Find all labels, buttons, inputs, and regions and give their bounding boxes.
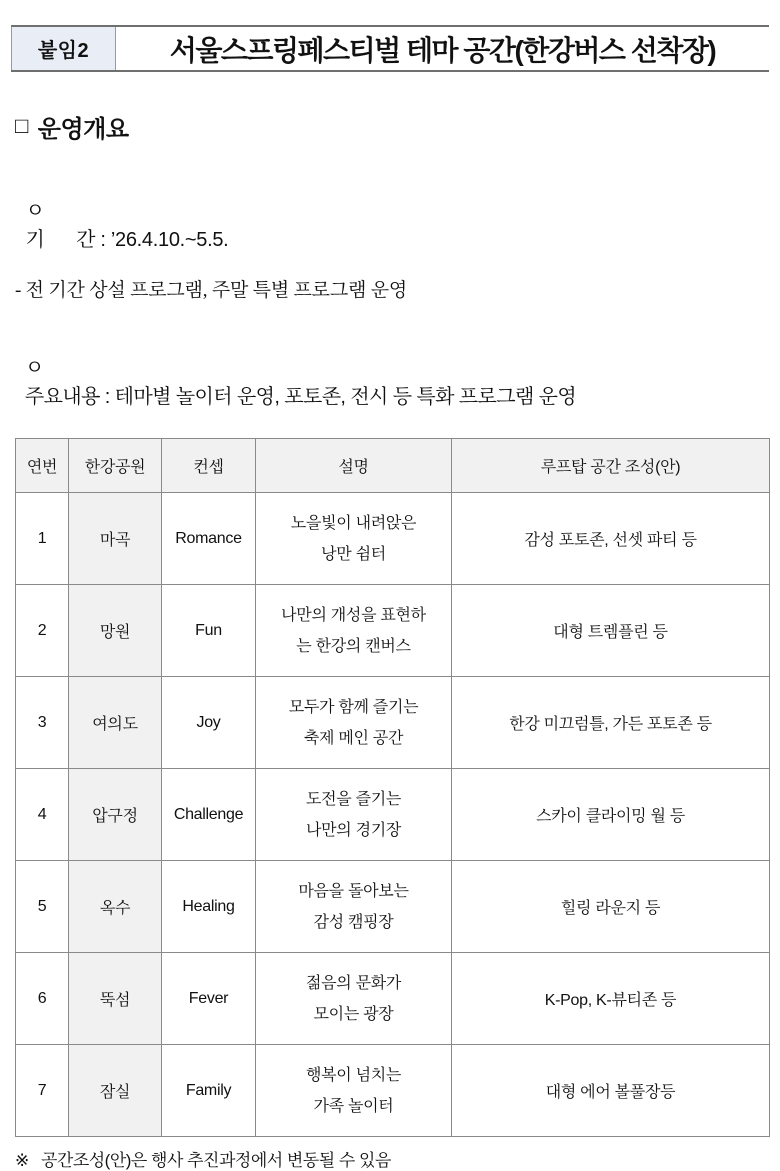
cell-rooftop: 스카이 클라이밍 월 등 — [452, 769, 770, 861]
cell-park: 뚝섬 — [69, 953, 162, 1045]
cell-concept: Joy — [162, 677, 256, 769]
table-row — [16, 677, 770, 769]
cell-no: 2 — [16, 585, 69, 677]
description-line-2: 낭만 쉼터 — [321, 545, 386, 563]
description-line-2: 는 한강의 캔버스 — [296, 637, 411, 655]
square-bullet-icon: □ — [15, 112, 28, 138]
table-header-row — [16, 439, 770, 493]
column-header-rooftop: 루프탑 공간 조성(안) — [452, 439, 770, 493]
section-heading-label: 운영개요 — [37, 116, 129, 143]
description-line-2: 가족 놀이터 — [313, 1097, 394, 1115]
cell-rooftop: 감성 포토존, 선셋 파티 등 — [452, 493, 770, 585]
table-row — [16, 493, 770, 585]
cell-no: 4 — [16, 769, 69, 861]
cell-rooftop: K-Pop, K-뷰티존 등 — [452, 953, 770, 1045]
description-line-2: 감성 캠핑장 — [313, 913, 394, 931]
attachment-tag-label: 붙임2 — [37, 40, 90, 62]
cell-park: 여의도 — [69, 677, 162, 769]
cell-description — [256, 953, 452, 1045]
description-line-1: 젊음의 문화가 — [305, 974, 402, 992]
period-text: 기 간 : ’26.4.10.~5.5. — [25, 229, 229, 251]
circle-bullet-icon: ㅇ — [24, 357, 44, 379]
period-line — [15, 171, 780, 252]
footnote-text: 공간조성(안)은 행사 추진과정에서 변동될 수 있음 — [40, 1151, 391, 1170]
table-row — [16, 585, 770, 677]
description-line-2: 모이는 광장 — [313, 1005, 394, 1023]
cell-description — [256, 769, 452, 861]
column-header-concept: 컨셉 — [162, 439, 256, 493]
cell-no: 7 — [16, 1045, 69, 1137]
table-row — [16, 1045, 770, 1137]
description-line-1: 모두가 함께 즐기는 — [288, 698, 419, 716]
description-line-1: 도전을 즐기는 — [305, 790, 402, 808]
attachment-tag — [11, 27, 116, 70]
main-content-line — [15, 328, 780, 409]
footnote — [15, 1146, 780, 1171]
cell-no: 5 — [16, 861, 69, 953]
cell-rooftop: 대형 에어 볼풀장등 — [452, 1045, 770, 1137]
table-row — [16, 953, 770, 1045]
cell-concept: Romance — [162, 493, 256, 585]
description-line-1: 노을빛이 내려앉은 — [290, 514, 417, 532]
cell-description — [256, 585, 452, 677]
cell-concept: Fun — [162, 585, 256, 677]
theme-space-table — [15, 438, 770, 1137]
cell-rooftop: 한강 미끄럼틀, 가든 포토존 등 — [452, 677, 770, 769]
description-line-2: 나만의 경기장 — [305, 821, 402, 839]
document-title: 서울스프링페스티벌 테마 공간(한강버스 선착장) — [169, 34, 716, 66]
cell-park: 옥수 — [69, 861, 162, 953]
cell-park: 망원 — [69, 585, 162, 677]
period-subnote: - 전 기간 상설 프로그램, 주말 특별 프로그램 운영 — [15, 280, 408, 301]
column-header-park: 한강공원 — [69, 439, 162, 493]
description-line-2: 축제 메인 공간 — [303, 729, 404, 747]
document-header-band — [11, 25, 769, 72]
cell-park: 마곡 — [69, 493, 162, 585]
table-row — [16, 861, 770, 953]
cell-concept: Fever — [162, 953, 256, 1045]
cell-no: 6 — [16, 953, 69, 1045]
cell-park: 잠실 — [69, 1045, 162, 1137]
cell-concept: Healing — [162, 861, 256, 953]
description-line-1: 마음을 돌아보는 — [298, 882, 409, 900]
column-header-no: 연번 — [16, 439, 69, 493]
cell-no: 1 — [16, 493, 69, 585]
description-line-1: 나만의 개성을 표현하 — [281, 606, 426, 624]
main-content-text: 주요내용 : 테마별 놀이터 운영, 포토존, 전시 등 특화 프로그램 운영 — [24, 386, 577, 408]
reference-mark-icon: ※ — [15, 1151, 29, 1170]
cell-no: 3 — [16, 677, 69, 769]
cell-park: 압구정 — [69, 769, 162, 861]
column-header-description: 설명 — [256, 439, 452, 493]
table-row — [16, 769, 770, 861]
cell-description — [256, 493, 452, 585]
cell-description — [256, 1045, 452, 1137]
circle-bullet-icon: ㅇ — [25, 200, 45, 222]
cell-concept: Challenge — [162, 769, 256, 861]
section-heading-operation-overview — [15, 109, 780, 144]
cell-rooftop: 힐링 라운지 등 — [452, 861, 770, 953]
cell-rooftop: 대형 트렘플린 등 — [452, 585, 770, 677]
cell-description — [256, 677, 452, 769]
cell-description — [256, 861, 452, 953]
description-line-1: 행복이 넘치는 — [305, 1066, 402, 1084]
cell-concept: Family — [162, 1045, 256, 1137]
